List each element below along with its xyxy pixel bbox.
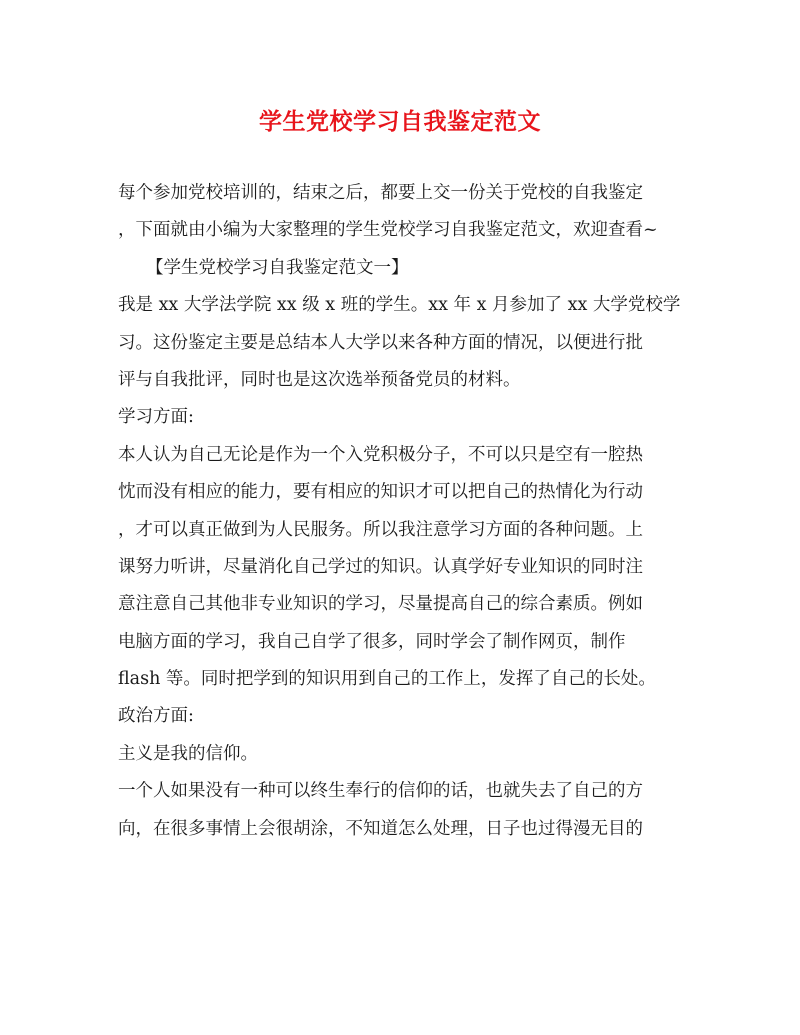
subheading-study: 学习方面: (118, 407, 194, 428)
paragraph-line: 本人认为自己无论是作为一个入党积极分子，不可以只是空有一腔热 (118, 444, 643, 465)
paragraph-line: 每个参加党校培训的，结束之后，都要上交一份关于党校的自我鉴定 (118, 183, 643, 203)
paragraph-line: flash 等。同时把学到的知识用到自己的工作上，发挥了自己的长处。 (118, 669, 656, 690)
paragraph-line: 我是 xx 大学法学院 xx 级 x 班的学生。xx 年 x 月参加了 xx 大学党校学 (118, 295, 681, 316)
paragraph-line: ，下面就由小编为大家整理的学生党校学习自我鉴定范文，欢迎查看~ (118, 220, 658, 241)
paragraph-line: 评与自我批评，同时也是这次选举预备党员的材料。 (118, 369, 521, 390)
paragraph-line: 习。这份鉴定主要是总结本人大学以来各种方面的情况，以便进行批 (118, 332, 643, 353)
paragraph-line: 忱而没有相应的能力，要有相应的知识才可以把自己的热情化为行动 (118, 482, 643, 503)
paragraph-line: 一个人如果没有一种可以终生奉行的信仰的话，也就失去了自己的方 (118, 781, 643, 802)
document-title: 学生党校学习自我鉴定范文 (259, 108, 541, 135)
paragraph-line: 课努力听讲，尽量消化自己学过的知识。认真学好专业知识的同时注 (118, 556, 643, 577)
paragraph-line: 主义是我的信仰。 (118, 743, 258, 764)
section-heading: 【学生党校学习自我鉴定范文一】 (146, 257, 409, 278)
paragraph-line: ，才可以真正做到为人民服务。所以我注意学习方面的各种问题。上 (118, 519, 643, 540)
paragraph-line: 向，在很多事情上会很胡涂，不知道怎么处理，日子也过得漫无目的 (118, 818, 643, 839)
paragraph-line: 电脑方面的学习，我自己自学了很多，同时学会了制作网页，制作 (118, 631, 626, 652)
subheading-politics: 政治方面: (118, 706, 194, 727)
document-body (118, 175, 688, 848)
paragraph-line: 意注意自己其他非专业知识的学习，尽量提高自己的综合素质。例如 (118, 594, 643, 615)
